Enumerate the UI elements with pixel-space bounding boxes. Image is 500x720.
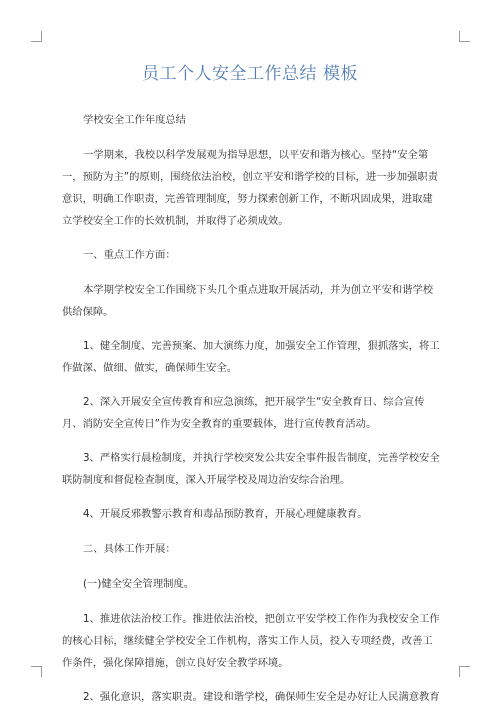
paragraph: 2、强化意识，落实职责。建设和谐学校，确保师生安全是办好让人民满意教育 (83, 691, 440, 703)
paragraph: 2、深入开展安全宣传教育和应急演练，把开展学生“安全教育日、综合宣传月、消防安全宣传日”作为安全教育的重要载体，进行宣传教育活动。 (62, 396, 425, 430)
crop-mark-top-right (459, 31, 470, 42)
paragraph: 本学期学校安全工作围绕下头几个重点进取开展活动，并为创立平安和谐学校供给保障。 (62, 284, 434, 318)
section-heading: 一、重点工作方面： (83, 249, 176, 261)
paragraph: 3、严格实行晨检制度，并执行学校突发公共安全事件报告制度，完善学校安全联防制度和督促检查制度，深入开展学校及周边治安综合治理。 (62, 452, 440, 486)
crop-mark-top-left (31, 31, 42, 42)
section-heading: 二、具体工作开展： (83, 543, 176, 555)
subsection-heading: (一)健全安全管理制度。 (83, 578, 195, 590)
document-body (62, 109, 440, 720)
crop-mark-bottom-left (31, 666, 42, 677)
paragraph: 一学期来，我校以科学发展观为指导思想，以平安和谐为核心。坚持“安全第一，预防为主”的原则，围绕依法治校，创立平安和谐学校的目标，进一步加强职责意识，明确工作职责，完善管理制度，努力探索创新工作，不断巩固成果，进取建立学校安全工作的长效机制，并取得了必须成效。 (62, 149, 439, 227)
document-title: 员工个人安全工作总结 模板 (142, 64, 358, 84)
section-heading: 学校安全工作年度总结 (83, 114, 186, 126)
paragraph: 1、推进依法治校工作。推进依法治校，把创立平安学校工作作为我校安全工作的核心目标，继续健全学校安全工作机构，落实工作人员，投入专项经费，改善工作条件，强化保障措施，创立良好安全教学环境。 (62, 613, 440, 669)
paragraph: 4、开展反邪教警示教育和毒品预防教育，开展心理健康教育。 (83, 508, 368, 520)
crop-mark-bottom-right (459, 666, 470, 677)
paragraph: 1、健全制度、完善预案、加大演练力度，加强安全工作管理，狠抓落实，将工作做深、做细、做实，确保师生安全。 (62, 340, 440, 374)
